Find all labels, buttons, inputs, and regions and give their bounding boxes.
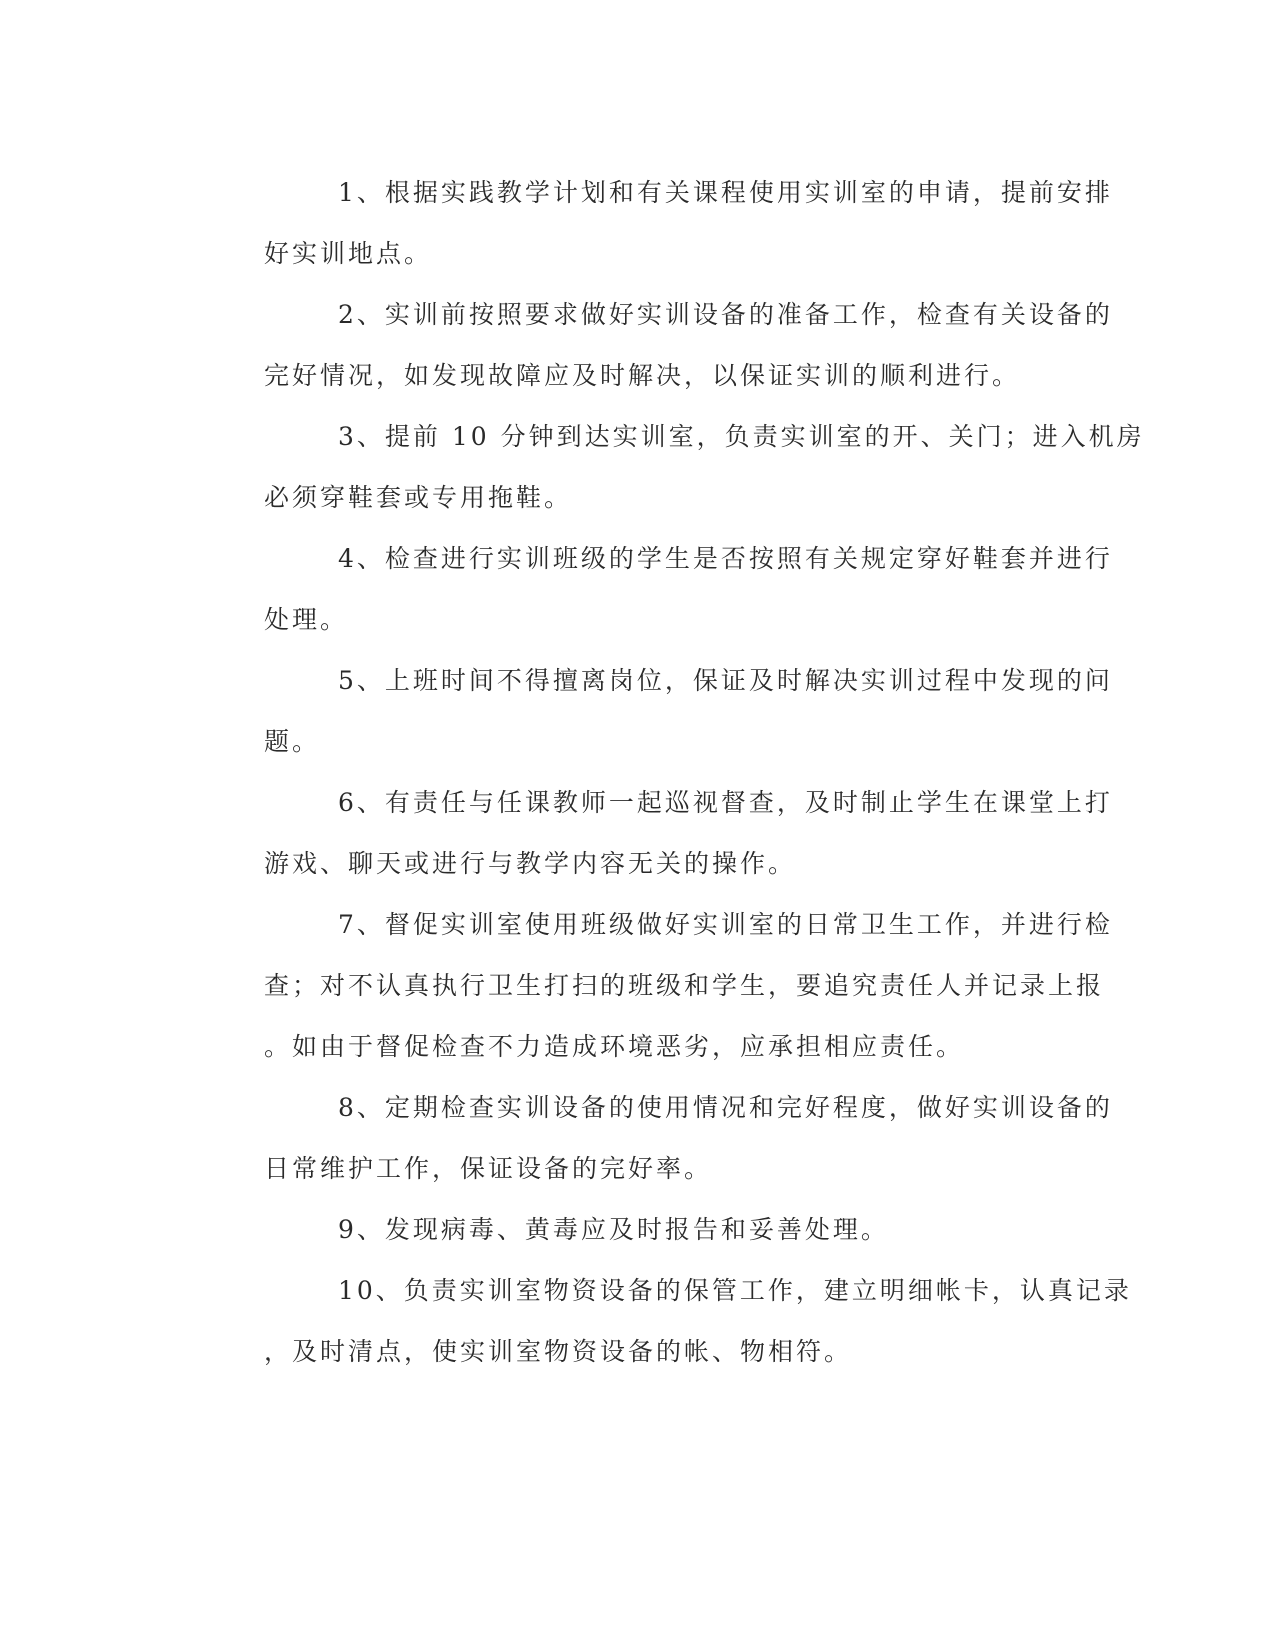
paragraph-line: 9、发现病毒、黄毒应及时报告和妥善处理。 (338, 1215, 889, 1244)
paragraph-2 (190, 284, 1113, 406)
paragraph-line: 处理。 (264, 605, 349, 634)
paragraph-line: 6、有责任与任课教师一起巡视督查，及时制止学生在课堂上打 (338, 788, 1113, 817)
paragraph-line: 。如由于督促检查不力造成环境恶劣，应承担相应责任。 (264, 1032, 965, 1061)
paragraph-line: 2、实训前按照要求做好实训设备的准备工作，检查有关设备的 (338, 300, 1113, 329)
paragraph-9 (190, 1199, 1090, 1260)
paragraph-line: 好实训地点。 (264, 239, 433, 268)
paragraph-line: 10、负责实训室物资设备的保管工作，建立明细帐卡，认真记录 (338, 1276, 1132, 1305)
paragraph-line: 4、检查进行实训班级的学生是否按照有关规定穿好鞋套并进行 (338, 544, 1113, 573)
paragraph-3 (190, 406, 1145, 528)
paragraph-line: 8、定期检查实训设备的使用情况和完好程度，做好实训设备的 (338, 1093, 1113, 1122)
paragraph-line: 日常维护工作，保证设备的完好率。 (264, 1154, 713, 1183)
paragraph-7 (190, 894, 1113, 1077)
paragraph-10 (190, 1260, 1132, 1382)
paragraph-8 (190, 1077, 1113, 1199)
paragraph-line: 查；对不认真执行卫生打扫的班级和学生，要追究责任人并记录上报 (264, 971, 1105, 1000)
paragraph-line: 3、提前 10 分钟到达实训室，负责实训室的开、关门；进入机房 (338, 422, 1145, 451)
paragraph-line: ，及时清点，使实训室物资设备的帐、物相符。 (264, 1337, 853, 1366)
paragraph-line: 必须穿鞋套或专用拖鞋。 (264, 483, 573, 512)
paragraph-1 (190, 162, 1113, 284)
paragraph-line: 1、根据实践教学计划和有关课程使用实训室的申请，提前安排 (338, 178, 1113, 207)
paragraph-4 (190, 528, 1113, 650)
paragraph-line: 游戏、聊天或进行与教学内容无关的操作。 (264, 849, 797, 878)
paragraph-line: 完好情况，如发现故障应及时解决，以保证实训的顺利进行。 (264, 361, 1021, 390)
paragraph-5 (190, 650, 1113, 772)
paragraph-line: 题。 (264, 727, 321, 756)
paragraph-line: 7、督促实训室使用班级做好实训室的日常卫生工作，并进行检 (338, 910, 1113, 939)
document-body (190, 162, 1145, 1382)
paragraph-line: 5、上班时间不得擅离岗位，保证及时解决实训过程中发现的问 (338, 666, 1113, 695)
paragraph-6 (190, 772, 1113, 894)
